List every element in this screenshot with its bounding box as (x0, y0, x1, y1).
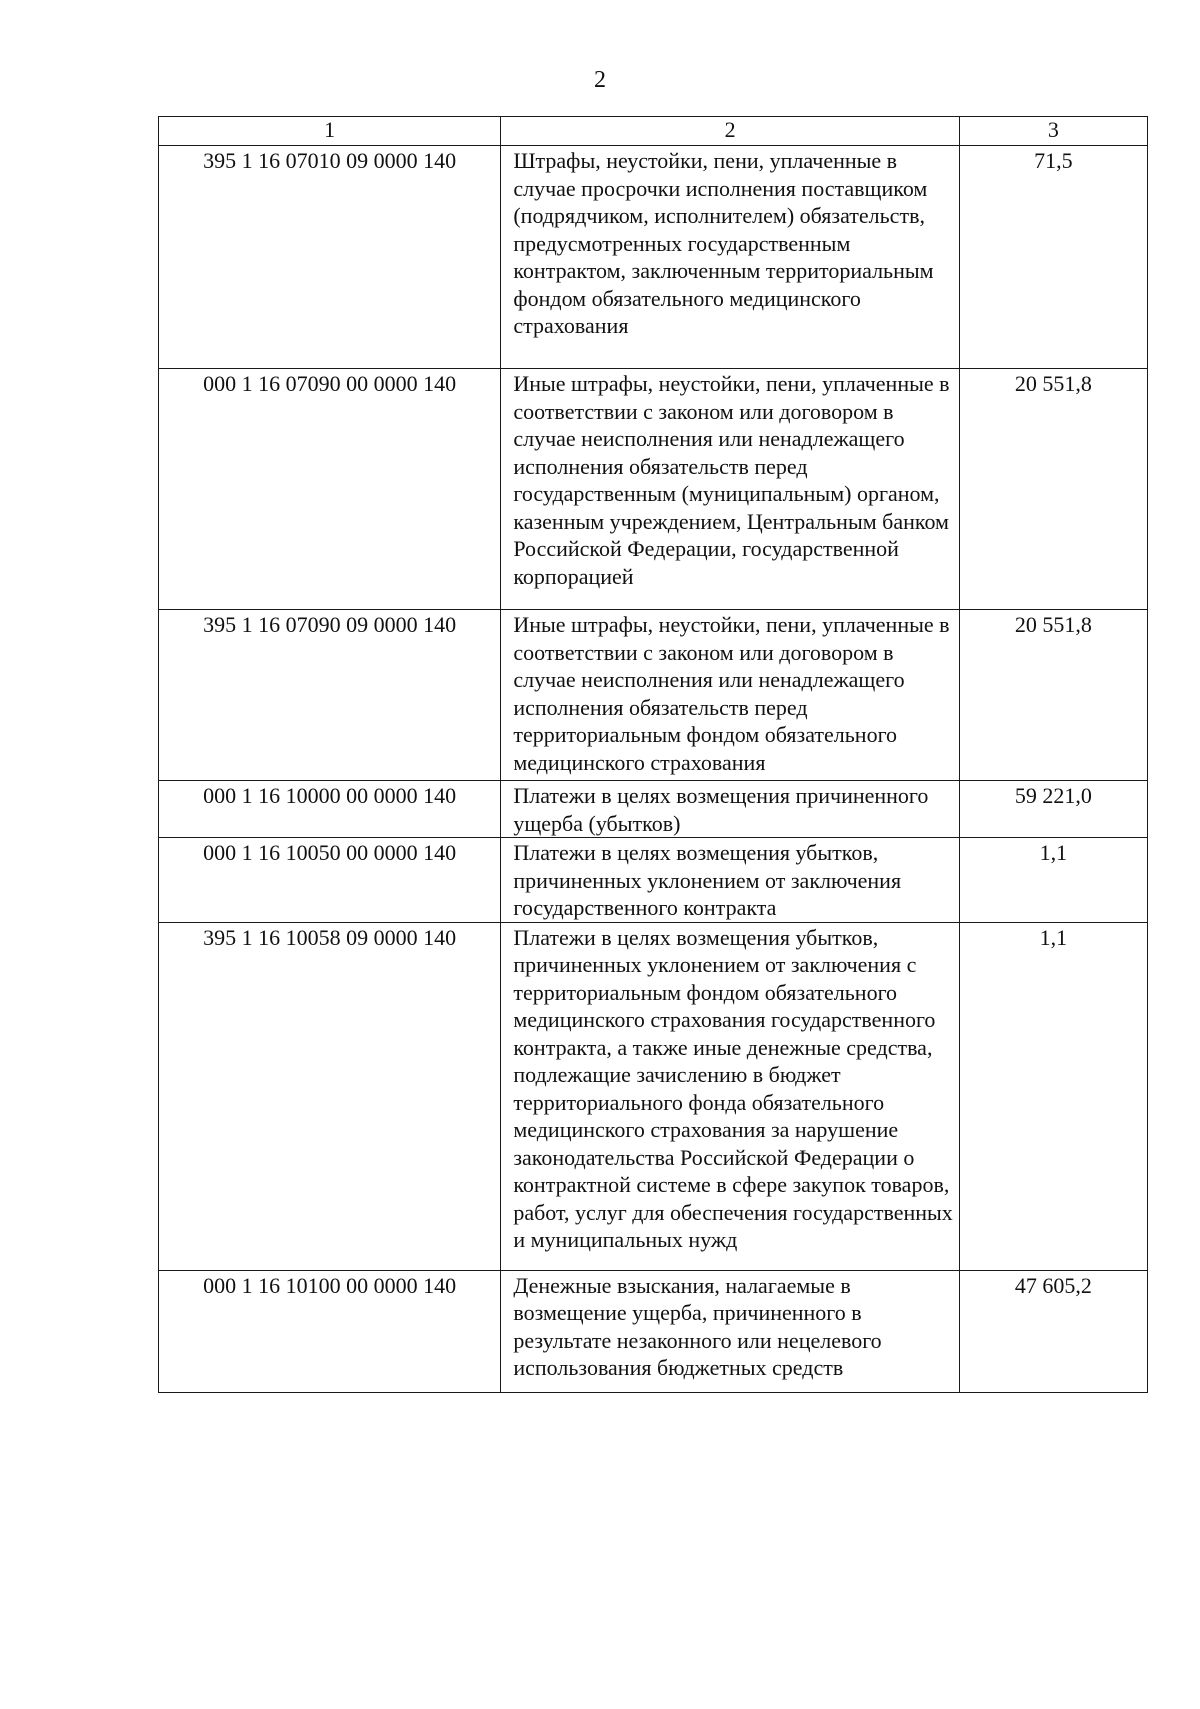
row-amount: 1,1 (959, 838, 1147, 923)
table-row (159, 781, 1148, 838)
row-name: Штрафы, неустойки, пени, уплаченные в случае просрочки исполнения поставщиком (подрядчиком, исполнителем) обязательств, предусмотренных государственным контрактом, заключенным территориальным фондом обязательного медицинского страхования (501, 146, 959, 369)
row-amount: 20 551,8 (959, 369, 1147, 610)
row-code: 395 1 16 10058 09 0000 140 (159, 922, 501, 1270)
table-header-row (159, 117, 1148, 146)
page-number: 2 (594, 67, 606, 93)
column-header-code: 1 (159, 117, 501, 146)
table-row (159, 369, 1148, 610)
row-amount: 20 551,8 (959, 610, 1147, 781)
row-code: 000 1 16 10100 00 0000 140 (159, 1270, 501, 1392)
row-amount: 47 605,2 (959, 1270, 1147, 1392)
column-header-name: 2 (501, 117, 959, 146)
table-row (159, 146, 1148, 369)
row-name: Иные штрафы, неустойки, пени, уплаченные в соответствии с законом или договором в случае неисполнения или ненадлежащего исполнения обязательств перед территориальным фондом обязательного медицинского страхования (501, 610, 959, 781)
table-row (159, 610, 1148, 781)
table-row (159, 838, 1148, 923)
row-name: Платежи в целях возмещения убытков, причиненных уклонением от заключения с территориальным фондом обязательного медицинского страхования государственного контракта, а также иные денежные средства, подлежащие зачислению в бюджет территориального фонда обязательного медицинского страхования за нарушение законодательства Российской Федерации о контрактной системе в сфере закупок товаров, работ, услуг для обеспечения государственных и муниципальных нужд (501, 922, 959, 1270)
row-code: 000 1 16 10050 00 0000 140 (159, 838, 501, 923)
row-name: Иные штрафы, неустойки, пени, уплаченные в соответствии с законом или договором в случае неисполнения или ненадлежащего исполнения обязательств перед государственным (муниципальным) органом, казенным учреждением, Центральным банком Российской Федерации, государственной корпорацией (501, 369, 959, 610)
row-amount: 1,1 (959, 922, 1147, 1270)
row-amount: 71,5 (959, 146, 1147, 369)
column-header-amount: 3 (959, 117, 1147, 146)
row-code: 000 1 16 10000 00 0000 140 (159, 781, 501, 838)
row-code: 395 1 16 07090 09 0000 140 (159, 610, 501, 781)
table-row (159, 1270, 1148, 1392)
row-amount: 59 221,0 (959, 781, 1147, 838)
row-name: Платежи в целях возмещения причиненного ущерба (убытков) (501, 781, 959, 838)
row-name: Денежные взыскания, налагаемые в возмещение ущерба, причиненного в результате незаконного или нецелевого использования бюджетных средств (501, 1270, 959, 1392)
table-row (159, 922, 1148, 1270)
row-code: 395 1 16 07010 09 0000 140 (159, 146, 501, 369)
row-name: Платежи в целях возмещения убытков, причиненных уклонением от заключения государственного контракта (501, 838, 959, 923)
budget-revenue-table (158, 116, 1148, 1393)
row-code: 000 1 16 07090 00 0000 140 (159, 369, 501, 610)
